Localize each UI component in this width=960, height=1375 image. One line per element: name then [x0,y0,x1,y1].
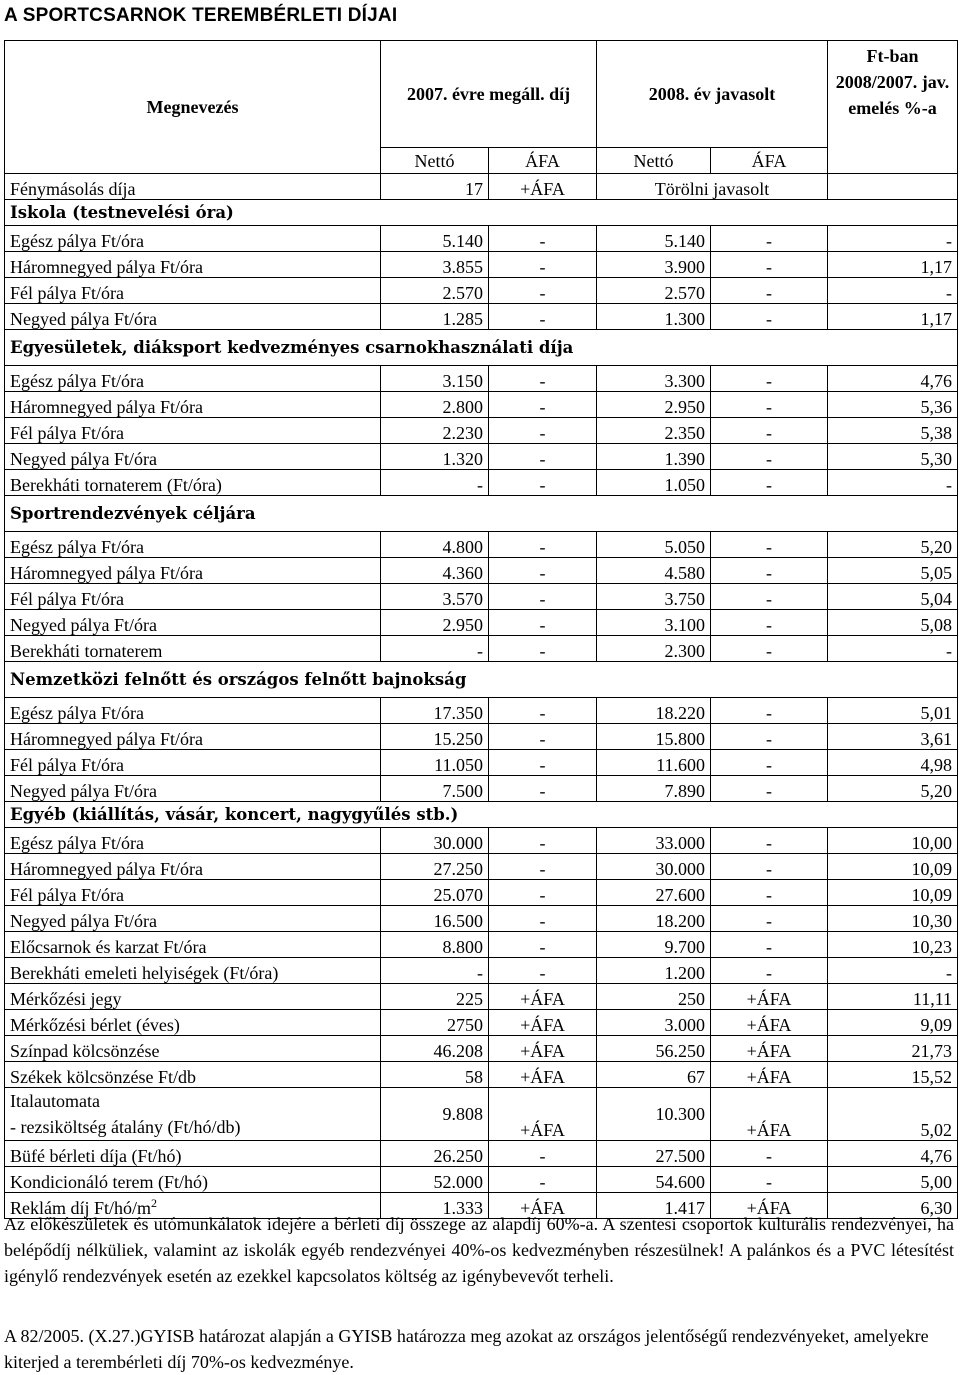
cell-next-net: 3.100 [597,610,711,636]
row-name: Fénymásolás díja [5,174,381,200]
row-name-text: Reklám díj Ft/hó/m [10,1198,152,1218]
cell-next-vat: - [711,698,828,724]
cell-prev-vat: - [489,698,597,724]
cell-next-vat: - [711,532,828,558]
cell-change: - [828,958,958,984]
cell-prev-net: - [381,958,489,984]
row-name: Negyed pálya Ft/óra [5,304,381,330]
cell-prev-vat: - [489,444,597,470]
cell-prev-vat: - [489,854,597,880]
cell-prev-vat: - [489,392,597,418]
cell-next-net: 3.000 [597,1010,711,1036]
cell-next-net: 11.600 [597,750,711,776]
cell-prev-vat: - [489,278,597,304]
table-row [5,304,958,330]
table-row [5,470,958,496]
table-row [5,1167,958,1193]
cell-next-vat: - [711,584,828,610]
cell-change: 6,30 [828,1193,958,1219]
cell-prev-vat: +ÁFA [489,984,597,1010]
cell-change: 5,02 [828,1088,958,1141]
cell-next-vat: +ÁFA [711,1193,828,1219]
row-name: Negyed pálya Ft/óra [5,610,381,636]
row-name-line: Italautomata [10,1091,100,1111]
cell-next-net: 1.390 [597,444,711,470]
cell-change: 10,00 [828,828,958,854]
cell-next-vat: - [711,278,828,304]
cell-prev-vat: - [489,880,597,906]
cell-change: - [828,226,958,252]
cell-prev-vat: - [489,470,597,496]
row-name: Egész pálya Ft/óra [5,698,381,724]
cell-prev-vat: - [489,828,597,854]
cell-next-vat: +ÁFA [711,1088,828,1141]
cell-next-net: 2.300 [597,636,711,662]
cell-prev-vat: - [489,304,597,330]
cell-next-net: 54.600 [597,1167,711,1193]
cell-next-net: 7.890 [597,776,711,802]
row-name-line: - rezsiköltség átalány (Ft/hó/db) [10,1117,241,1137]
cell-prev-vat: - [489,724,597,750]
footnote-text: A 82/2005. (X.27.)GYISB határozat alapján a GYISB határozza meg azokat az országos jelentőségű rendezvényeket, amelyekre kiterjed a terembérleti díj 70%-os kedvezménye. [4,1326,929,1372]
table-row [5,1062,958,1088]
page-title: A SPORTCSARNOK TEREMBÉRLETI DÍJAI [4,5,398,26]
cell-proposal: Törölni javasolt [597,174,828,200]
cell-change: 4,76 [828,366,958,392]
cell-next-net: 2.570 [597,278,711,304]
row-name: Fél pálya Ft/óra [5,880,381,906]
cell-next-vat: - [711,366,828,392]
cell-prev-net: 11.050 [381,750,489,776]
table-row [5,532,958,558]
cell-prev-vat: - [489,906,597,932]
cell-prev-vat: - [489,584,597,610]
table-row [5,636,958,662]
cell-change: 1,17 [828,304,958,330]
cell-prev-vat: +ÁFA [489,1062,597,1088]
table-row [5,1010,958,1036]
row-name: Színpad kölcsönzése [5,1036,381,1062]
header-change-label: 2008/2007. jav. emelés %-a [835,72,950,118]
cell-prev-vat: - [489,226,597,252]
table-row [5,906,958,932]
cell-next-net: 1.050 [597,470,711,496]
cell-next-vat: - [711,444,828,470]
row-name: Fél pálya Ft/óra [5,278,381,304]
row-name: Mérkőzési bérlet (éves) [5,1010,381,1036]
cell-change [828,174,958,200]
cell-prev-net: 25.070 [381,880,489,906]
section-row [5,802,958,828]
cell-change: 9,09 [828,1010,958,1036]
subheader-netto: Nettó [597,148,711,174]
cell-next-net: 3.900 [597,252,711,278]
cell-change: 5,04 [828,584,958,610]
table-row [5,698,958,724]
cell-next-vat: - [711,828,828,854]
cell-change: - [828,636,958,662]
table-row [5,1141,958,1167]
cell-change: 10,09 [828,880,958,906]
cell-prev-net: 46.208 [381,1036,489,1062]
cell-prev-net: 2.230 [381,418,489,444]
cell-next-net: 10.300 [597,1088,711,1141]
cell-next-net: 33.000 [597,828,711,854]
subheader-afa: ÁFA [711,148,828,174]
cell-next-vat: - [711,226,828,252]
cell-change: 5,30 [828,444,958,470]
table-row [5,366,958,392]
row-name: Egész pálya Ft/óra [5,226,381,252]
table-row [5,278,958,304]
cell-prev-vat: - [489,532,597,558]
header-name: Megnevezés [5,41,381,174]
cell-prev-net: 4.360 [381,558,489,584]
cell-change: 1,17 [828,252,958,278]
table-row [5,880,958,906]
row-name: Székek kölcsönzése Ft/db [5,1062,381,1088]
cell-prev-net: 26.250 [381,1141,489,1167]
row-name: Negyed pálya Ft/óra [5,776,381,802]
table-row [5,854,958,880]
cell-prev-vat: +ÁFA [489,1036,597,1062]
row-name: Háromnegyed pálya Ft/óra [5,252,381,278]
cell-next-vat: +ÁFA [711,984,828,1010]
cell-next-vat: - [711,392,828,418]
cell-prev-vat: - [489,366,597,392]
cell-prev-vat: - [489,636,597,662]
header-unit: Ft-ban [866,46,919,66]
cell-change: 3,61 [828,724,958,750]
table-row [5,584,958,610]
cell-change: 5,36 [828,392,958,418]
row-name: Egész pálya Ft/óra [5,366,381,392]
section-row [5,200,958,226]
cell-change: 21,73 [828,1036,958,1062]
table-row [5,984,958,1010]
cell-next-vat: - [711,750,828,776]
cell-change: 5,01 [828,698,958,724]
row-name: Háromnegyed pálya Ft/óra [5,558,381,584]
table-row [5,958,958,984]
cell-next-vat: +ÁFA [711,1010,828,1036]
cell-prev-net: 2.950 [381,610,489,636]
cell-change: 5,20 [828,532,958,558]
table-row [5,174,958,200]
cell-next-net: 3.750 [597,584,711,610]
row-name: Negyed pálya Ft/óra [5,444,381,470]
cell-prev-vat: - [489,776,597,802]
row-name: Fél pálya Ft/óra [5,584,381,610]
cell-prev-vat: +ÁFA [489,1193,597,1219]
table-row [5,226,958,252]
cell-next-vat: - [711,610,828,636]
row-name: Berekháti emeleti helyiségek (Ft/óra) [5,958,381,984]
table-row [5,558,958,584]
footnote-resolution [4,1323,954,1375]
cell-change: 11,11 [828,984,958,1010]
cell-next-net: 15.800 [597,724,711,750]
cell-change: 15,52 [828,1062,958,1088]
cell-change: 4,98 [828,750,958,776]
cell-prev-net: 52.000 [381,1167,489,1193]
row-name: Egész pálya Ft/óra [5,828,381,854]
cell-next-vat: - [711,854,828,880]
cell-next-net: 30.000 [597,854,711,880]
table-row [5,610,958,636]
header-prev-year: 2007. évre megáll. díj [381,41,597,148]
cell-change: - [828,278,958,304]
cell-next-vat: - [711,880,828,906]
cell-next-net: 27.600 [597,880,711,906]
cell-next-net: 9.700 [597,932,711,958]
row-name: Háromnegyed pálya Ft/óra [5,392,381,418]
section-title: Egyéb (kiállítás, vásár, koncert, nagygyűlés stb.) [5,802,958,828]
section-row [5,496,958,532]
cell-prev-net: 27.250 [381,854,489,880]
cell-prev-vat: - [489,958,597,984]
cell-prev-net: 8.800 [381,932,489,958]
cell-prev-net: 9.808 [381,1088,489,1141]
cell-prev-net: 1.320 [381,444,489,470]
cell-next-net: 1.417 [597,1193,711,1219]
row-name: Büfé bérleti díja (Ft/hó) [5,1141,381,1167]
row-name: Kondicionáló terem (Ft/hó) [5,1167,381,1193]
cell-prev-vat: - [489,558,597,584]
row-name: Egész pálya Ft/óra [5,532,381,558]
cell-next-net: 2.950 [597,392,711,418]
cell-next-net: 56.250 [597,1036,711,1062]
cell-prev-net: 2750 [381,1010,489,1036]
cell-prev-net: 3.150 [381,366,489,392]
cell-prev-net: - [381,636,489,662]
cell-prev-net: 17.350 [381,698,489,724]
cell-next-vat: - [711,304,828,330]
cell-next-net: 67 [597,1062,711,1088]
cell-prev-net: 3.570 [381,584,489,610]
cell-next-vat: - [711,558,828,584]
cell-change: 10,23 [828,932,958,958]
table-row [5,418,958,444]
cell-next-vat: - [711,958,828,984]
cell-next-net: 18.220 [597,698,711,724]
row-name: Háromnegyed pálya Ft/óra [5,854,381,880]
table-row [5,724,958,750]
row-name: Negyed pálya Ft/óra [5,906,381,932]
cell-prev-net: 3.855 [381,252,489,278]
cell-change: 5,05 [828,558,958,584]
cell-prev-net: 2.570 [381,278,489,304]
row-name: Berekháti tornaterem [5,636,381,662]
table-row [5,776,958,802]
unit-superscript: 2 [151,1196,158,1210]
cell-change: 10,30 [828,906,958,932]
cell-next-vat: - [711,724,828,750]
cell-prev-vat: - [489,610,597,636]
cell-next-vat: +ÁFA [711,1036,828,1062]
cell-prev-net: 2.800 [381,392,489,418]
cell-next-vat: +ÁFA [711,1062,828,1088]
table-row [5,932,958,958]
cell-prev-net: 225 [381,984,489,1010]
cell-prev-vat: - [489,252,597,278]
row-name: Előcsarnok és karzat Ft/óra [5,932,381,958]
section-title: Sportrendezvények céljára [5,496,958,532]
cell-prev-vat: +ÁFA [489,174,597,200]
cell-change: 5,00 [828,1167,958,1193]
subheader-netto: Nettó [381,148,489,174]
subheader-afa: ÁFA [489,148,597,174]
section-row [5,330,958,366]
cell-change: 4,76 [828,1141,958,1167]
cell-next-net: 1.300 [597,304,711,330]
row-name: Fél pálya Ft/óra [5,750,381,776]
cell-prev-vat: - [489,750,597,776]
cell-prev-net: 15.250 [381,724,489,750]
cell-next-net: 1.200 [597,958,711,984]
cell-change: 10,09 [828,854,958,880]
cell-next-vat: - [711,906,828,932]
cell-prev-net: 1.285 [381,304,489,330]
cell-prev-net: 30.000 [381,828,489,854]
row-name: Háromnegyed pálya Ft/óra [5,724,381,750]
footnote-discounts [4,1211,954,1289]
cell-prev-vat: - [489,1167,597,1193]
header-next-year: 2008. év javasolt [597,41,828,148]
section-row [5,662,958,698]
cell-prev-net: 16.500 [381,906,489,932]
cell-change: 5,08 [828,610,958,636]
cell-next-net: 250 [597,984,711,1010]
cell-next-vat: - [711,470,828,496]
footnote-text: Az előkészületek és utómunkálatok idejére a bérleti díj összege az alapdíj 60%-a. A szentesi csoportok kulturális rendezvényei, ha belépődíj nélküliek, valamint az iskolák egyéb rendezvényei 40%-os kedvezményben részesülnek! A palánkos és a PVC létesítést igénylő rendezvények esetén az ezekkel kapcsolatos költség az igénybevevőt terheli. [4,1214,954,1286]
cell-next-net: 4.580 [597,558,711,584]
table-row [5,750,958,776]
cell-next-net: 2.350 [597,418,711,444]
table-row [5,1088,958,1141]
cell-prev-net: 58 [381,1062,489,1088]
cell-prev-net: - [381,470,489,496]
section-title: Egyesületek, diáksport kedvezményes csarnokhasználati díja [5,330,958,366]
cell-next-vat: - [711,252,828,278]
table-row [5,252,958,278]
cell-prev-net: 1.333 [381,1193,489,1219]
cell-prev-vat: - [489,1141,597,1167]
cell-prev-vat: - [489,418,597,444]
cell-next-net: 3.300 [597,366,711,392]
cell-prev-vat: +ÁFA [489,1088,597,1141]
cell-next-vat: - [711,932,828,958]
cell-next-net: 5.050 [597,532,711,558]
section-title: Iskola (testnevelési óra) [5,200,958,226]
cell-next-vat: - [711,636,828,662]
cell-next-vat: - [711,1141,828,1167]
cell-next-net: 5.140 [597,226,711,252]
row-name: Mérkőzési jegy [5,984,381,1010]
table-row [5,392,958,418]
table-row [5,1036,958,1062]
cell-prev-net: 4.800 [381,532,489,558]
cell-next-net: 27.500 [597,1141,711,1167]
cell-change: 5,38 [828,418,958,444]
price-table [4,40,958,1219]
cell-next-vat: - [711,776,828,802]
cell-prev-net: 17 [381,174,489,200]
cell-prev-net: 5.140 [381,226,489,252]
row-name [5,1088,381,1141]
table-row [5,444,958,470]
cell-next-vat: - [711,1167,828,1193]
cell-change: 5,20 [828,776,958,802]
table-row [5,828,958,854]
cell-change: - [828,470,958,496]
header-row [5,41,958,148]
row-name: Berekháti tornaterem (Ft/óra) [5,470,381,496]
cell-prev-net: 7.500 [381,776,489,802]
row-name: Fél pálya Ft/óra [5,418,381,444]
header-change [828,41,958,174]
cell-next-net: 18.200 [597,906,711,932]
section-title: Nemzetközi felnőtt és országos felnőtt bajnokság [5,662,958,698]
cell-prev-vat: - [489,932,597,958]
cell-next-vat: - [711,418,828,444]
cell-prev-vat: +ÁFA [489,1010,597,1036]
